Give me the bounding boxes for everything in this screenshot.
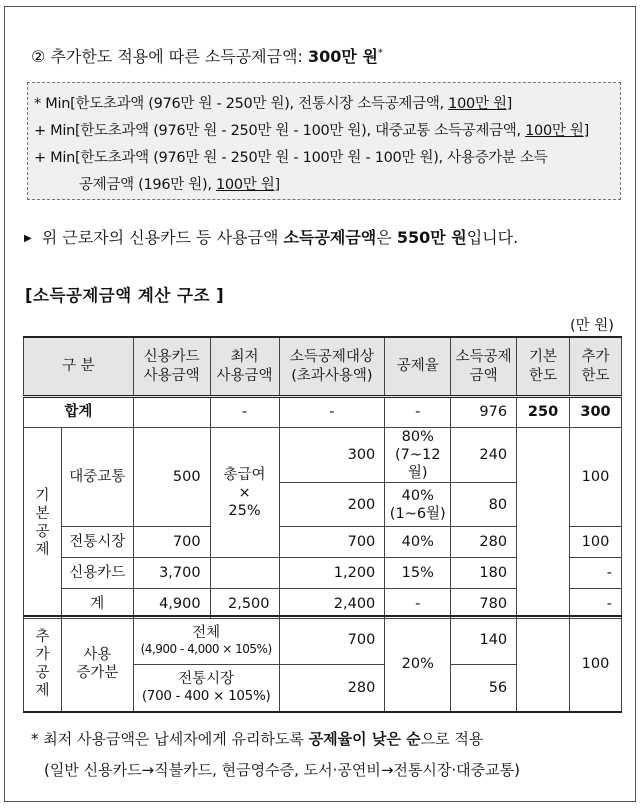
credit-card-min [210, 558, 279, 589]
summary-amount: 550만 원 [396, 228, 467, 247]
formula-line-1-limit: 100만 원 [448, 96, 507, 112]
formula-line-1-text: * Min[한도초과액 (976만 원 - 250만 원), 전통시장 소득공제금액, [34, 96, 449, 112]
total-credit [133, 397, 210, 428]
total-target: - [279, 397, 385, 428]
increase-label: 사용 증가분 [61, 616, 133, 712]
total-min: - [210, 397, 279, 428]
credit-card-label: 신용카드 [61, 558, 133, 589]
public-transit-target-2: 200 [279, 483, 385, 527]
credit-card-target: 1,200 [279, 558, 385, 589]
subtotal-label: 계 [61, 589, 133, 619]
min-usage-merged: 총급여 × 25% [210, 428, 279, 558]
basic-limit-merged [517, 428, 570, 619]
header-rate: 공제율 [385, 337, 451, 397]
public-transit-extra: 100 [570, 428, 622, 527]
formula-line-2-end: ] [583, 123, 589, 139]
market-label: 전통시장 [61, 527, 133, 558]
increase-rate: 20% [385, 616, 451, 712]
increase-total-target: 700 [279, 616, 385, 664]
increase-market-name: 전통시장 [178, 671, 235, 688]
market-target: 700 [279, 527, 385, 558]
market-extra: 100 [570, 527, 622, 558]
header-amount: 소득공제 금액 [451, 337, 517, 397]
formula-line-4-end: ] [274, 177, 280, 193]
triangle-bullet-icon: ▶ [24, 233, 32, 244]
note-1-text: * 최저 사용금액은 납세자에게 유리하도록 [31, 730, 309, 748]
summary-line [24, 225, 518, 248]
formula-line-4 [79, 173, 280, 194]
formula-line-4-text: 공제금액 (196만 원), [79, 177, 216, 193]
increase-market-formula: (700 - 400 × 105%) [141, 688, 271, 705]
header-basic: 기본 한도 [517, 337, 570, 397]
subtotal-rate: - [385, 589, 451, 619]
additional-limit-line [31, 44, 383, 67]
market-credit: 700 [133, 527, 210, 558]
public-transit-amount-1: 240 [451, 428, 517, 483]
summary-bold-1: 소득공제금액 [283, 228, 377, 247]
additional-limit-amount: 300만 원 [308, 47, 378, 66]
increase-total-row [24, 616, 622, 664]
public-transit-target-1: 300 [279, 428, 385, 483]
additional-deduction-table [23, 615, 622, 713]
public-transit-amount-2: 80 [451, 483, 517, 527]
subtotal-extra: - [570, 589, 622, 619]
total-rate: - [385, 397, 451, 428]
formula-line-1 [34, 92, 512, 113]
header-target: 소득공제대상 (초과사용액) [279, 337, 385, 397]
total-label: 합계 [24, 397, 134, 428]
total-row [24, 397, 622, 428]
header-extra: 추가 한도 [570, 337, 622, 397]
credit-card-credit: 3,700 [133, 558, 210, 589]
credit-card-amount: 180 [451, 558, 517, 589]
increase-market-cell [133, 664, 279, 712]
subtotal-amount: 780 [451, 589, 517, 619]
increase-total-cell [133, 616, 279, 664]
formula-line-4-limit: 100만 원 [215, 177, 275, 193]
subtotal-target: 2,400 [279, 589, 385, 619]
public-transit-rate-2: 40% (1~6월) [385, 483, 451, 527]
note-1-bold: 공제율이 낮은 순 [308, 730, 421, 748]
credit-card-rate: 15% [385, 558, 451, 589]
note-line-1 [31, 728, 483, 749]
formula-line-2-text: + Min[한도초과액 (976만 원 - 250만 원 - 100만 원), 대중교통 소득공제금액, [34, 123, 526, 139]
market-amount: 280 [451, 527, 517, 558]
increase-basic-limit [517, 616, 570, 712]
public-transit-rate-1: 80% (7~12월) [385, 428, 451, 483]
header-category-text: 구 분 [62, 358, 95, 375]
header-min: 최저 사용금액 [210, 337, 279, 397]
increase-total-formula: (4,900 - 4,000 × 105%) [140, 641, 272, 656]
additional-deduction-group: 추 가 공 제 [24, 616, 62, 712]
table-header-row [24, 337, 622, 397]
market-rate: 40% [385, 527, 451, 558]
formula-box [27, 82, 621, 200]
total-extra: 300 [570, 397, 622, 428]
formula-line-3: + Min[한도초과액 (976만 원 - 250만 원 - 100만 원 - 100만 원), 사용증가분 소득 [34, 150, 548, 166]
credit-card-extra: - [570, 558, 622, 589]
total-amount: 976 [451, 397, 517, 428]
formula-line-2 [34, 119, 589, 140]
summary-text-3: 입니다. [466, 228, 519, 247]
circle-number: ② [31, 47, 46, 66]
formula-line-2-limit: 100만 원 [525, 123, 584, 139]
basic-deduction-group: 기 본 공 제 [24, 428, 62, 619]
public-transit-label: 대중교통 [61, 428, 133, 527]
footnote-mark: * [377, 47, 383, 59]
increase-extra: 100 [570, 616, 622, 712]
public-transit-credit: 500 [133, 428, 210, 527]
increase-market-target: 280 [279, 664, 385, 712]
unit-label: (만 원) [570, 318, 614, 334]
increase-total-name: 전체 [192, 624, 221, 641]
total-basic: 250 [517, 397, 570, 428]
increase-total-amount: 140 [451, 616, 517, 664]
note-line-2: (일반 신용카드→직불카드, 현금영수증, 도서·공연비→전통시장·대중교통) [44, 761, 520, 779]
section-title: [소득공제금액 계산 구조 ] [25, 286, 225, 305]
summary-text-2: 은 [376, 228, 397, 247]
increase-market-amount: 56 [451, 664, 517, 712]
header-category [24, 337, 134, 397]
header-credit: 신용카드 사용금액 [133, 337, 210, 397]
subtotal-credit: 4,900 [133, 589, 210, 619]
summary-text-1: 위 근로자의 신용카드 등 사용금액 [41, 228, 284, 247]
subtotal-min: 2,500 [210, 589, 279, 619]
note-1-end: 으로 적용 [420, 730, 484, 748]
public-transit-row-1 [24, 428, 622, 483]
formula-line-1-end: ] [506, 96, 513, 112]
additional-limit-text: 추가한도 적용에 따른 소득공제금액: [50, 47, 309, 66]
calculation-table [23, 336, 622, 619]
